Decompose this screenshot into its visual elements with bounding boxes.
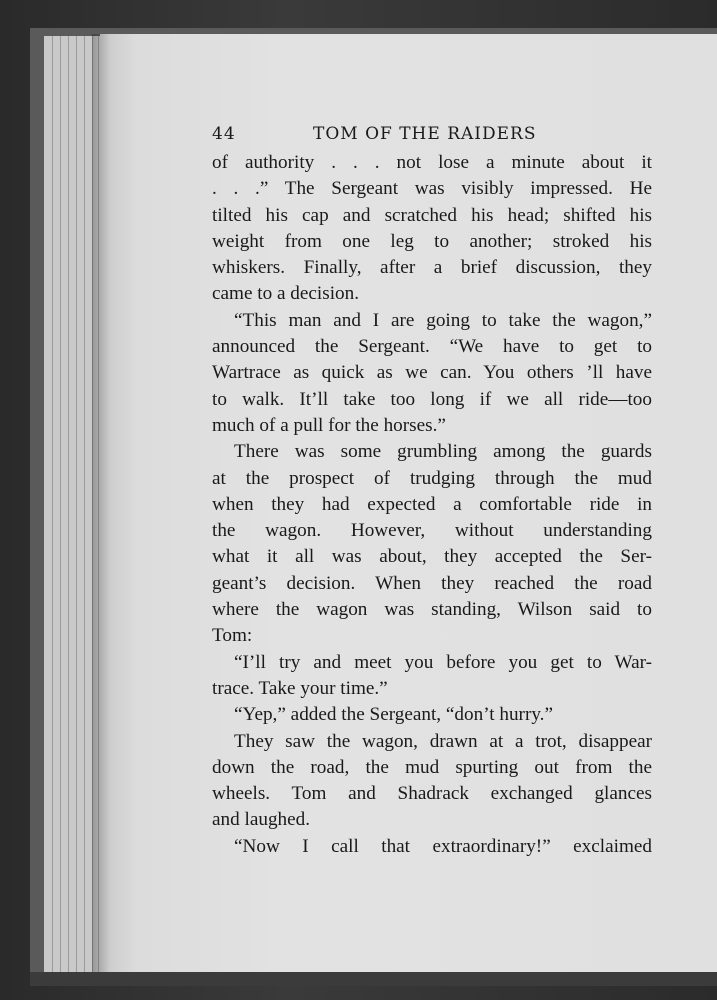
text-line: “Yep,” added the Sergeant, “don’t hurry.”	[234, 704, 553, 726]
text-line: Wartrace as quick as we can. You others ’ll have	[212, 362, 652, 384]
text-line: down the road, the mud spurting out from the	[212, 756, 652, 778]
text-line: of authority . . . not lose a minute about it	[212, 152, 652, 173]
text-line: geant’s decision. When they reached the road	[212, 572, 652, 594]
text-line: the wagon. However, without understanding	[212, 520, 652, 542]
text-line: tilted his cap and scratched his head; shifted his	[212, 204, 652, 226]
text-line: at the prospect of trudging through the mud	[212, 467, 652, 489]
text-line: trace. Take your time.”	[212, 677, 388, 699]
text-line: much of a pull for the horses.”	[212, 414, 446, 436]
text-line: . . .” The Sergeant was visibly impressed. He	[212, 178, 652, 200]
text-line: when they had expected a comfortable ride in	[212, 493, 652, 515]
bottom-shadow	[30, 972, 717, 986]
text-line: whiskers. Finally, after a brief discussion, they	[212, 257, 652, 279]
page-number: 44	[212, 124, 236, 144]
text-line: came to a decision.	[212, 283, 360, 305]
text-line: Tom:	[212, 625, 253, 647]
running-title: TOM OF THE RAIDERS	[313, 124, 537, 144]
text-line: They saw the wagon, drawn at a trot, disappear	[234, 730, 652, 752]
text-line: what it all was about, they accepted the Ser-	[212, 546, 652, 568]
text-line: “This man and I are going to take the wagon,”	[234, 309, 652, 331]
text-line: weight from one leg to another; stroked his	[212, 230, 652, 252]
text-line: announced the Sergeant. “We have to get to	[212, 336, 652, 358]
text-line: where the wagon was standing, Wilson said to	[212, 599, 652, 621]
text-line: “I’ll try and meet you before you get to War-	[234, 651, 652, 673]
text-line: and laughed.	[212, 809, 311, 831]
text-line: to walk. It’ll take too long if we all ride—too	[212, 388, 652, 410]
text-line: There was some grumbling among the guards	[234, 441, 652, 463]
text-line: wheels. Tom and Shadrack exchanged glances	[212, 783, 652, 805]
body-text	[212, 150, 652, 860]
text-line: “Now I call that extraordinary!” exclaimed	[234, 835, 652, 857]
gutter-shadow	[92, 34, 110, 972]
